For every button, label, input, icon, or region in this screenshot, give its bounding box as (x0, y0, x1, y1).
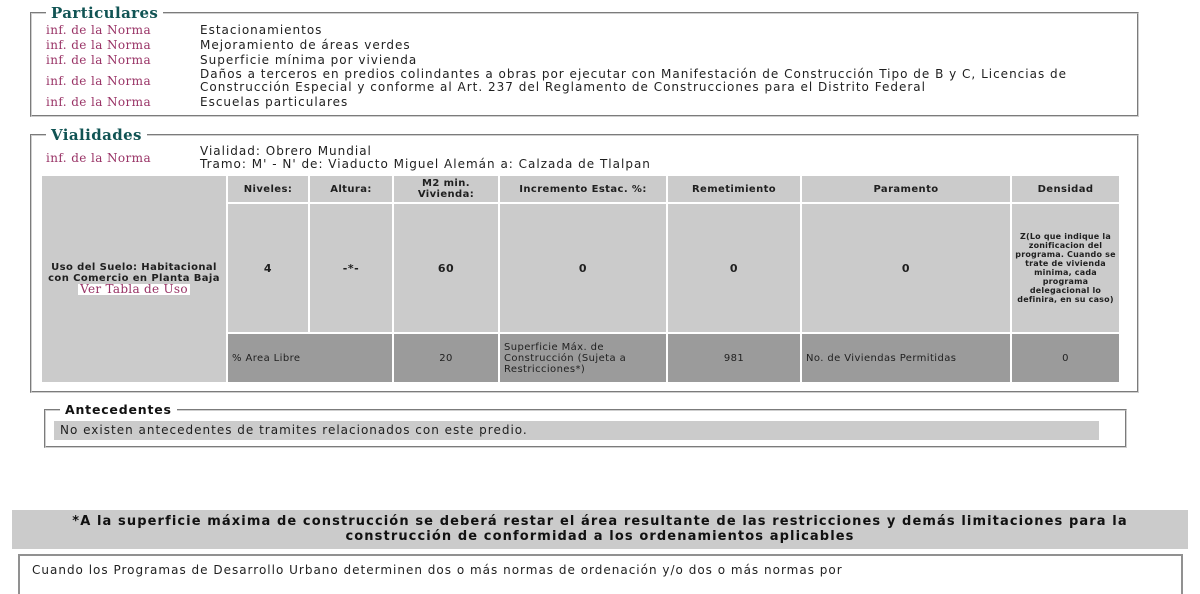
value-area-libre: 20 (394, 334, 498, 382)
norm-row (38, 53, 1137, 67)
label-viviendas-permitidas: No. de Viviendas Permitidas (802, 334, 1010, 382)
zonificacion-table (40, 174, 1121, 384)
norm-row (38, 23, 1137, 37)
antecedentes-legend: Antecedentes (65, 402, 172, 417)
value-remetimiento: 0 (668, 204, 800, 332)
value-incremento-estac: 0 (500, 204, 666, 332)
norm-description: Superficie mínima por vivienda (200, 52, 418, 67)
norm-info-link[interactable]: inf. de la Norma (46, 53, 152, 67)
header-niveles: Niveles: (228, 176, 308, 202)
norm-info-link[interactable]: inf. de la Norma (46, 74, 152, 88)
particulares-legend: Particulares (51, 4, 159, 22)
norm-row (38, 68, 1137, 94)
header-remetimiento: Remetimiento (668, 176, 800, 202)
norm-description: Mejoramiento de áreas verdes (200, 37, 411, 52)
vialidad-name: Vialidad: Obrero Mundial (200, 144, 372, 158)
normas-note-text: Cuando los Programas de Desarrollo Urbano determinen dos o más normas de ordenación y/o dos o más normas por (32, 563, 843, 577)
particulares-section (30, 4, 1139, 117)
normas-note-box (18, 554, 1183, 594)
norm-description: Estacionamientos (200, 22, 323, 37)
header-altura: Altura: (310, 176, 392, 202)
header-m2-min-vivienda: M2 min. Vivienda: (394, 176, 498, 202)
value-m2-min-vivienda: 60 (394, 204, 498, 332)
vialidad-tramo: Tramo: M' - N' de: Viaducto Miguel Alemán a: Calzada de Tlalpan (200, 157, 651, 171)
value-paramento: 0 (802, 204, 1010, 332)
label-area-libre: % Area Libre (228, 334, 392, 382)
vialidades-section (30, 126, 1139, 393)
norm-info-link[interactable]: inf. de la Norma (46, 151, 152, 165)
value-viviendas-permitidas: 0 (1012, 334, 1119, 382)
norm-row (38, 95, 1137, 109)
antecedentes-section (44, 402, 1127, 448)
value-densidad: Z(Lo que indique la zonificacion del programa. Cuando se trate de vivienda minima, cada programa delegacional lo definira, en su caso) (1012, 204, 1119, 332)
norm-info-link[interactable]: inf. de la Norma (46, 38, 152, 52)
norm-description: Daños a terceros en predios colindantes a obras por ejecutar con Manifestación de Construcción Tipo de B y C, Licencias de Construcción Especial y conforme al Art. 237 del Reglamento de Construcciones para el Distrito Federal (200, 67, 1068, 94)
norm-description: Escuelas particulares (200, 94, 349, 109)
ver-tabla-de-uso-link[interactable]: Ver Tabla de Uso (80, 282, 188, 296)
vialidad-row (38, 145, 1137, 171)
header-incremento-estac: Incremento Estac. %: (500, 176, 666, 202)
uso-del-suelo-cell (42, 176, 226, 382)
uso-del-suelo-title: Uso del Suelo: Habitacional con Comercio en Planta Baja (48, 262, 220, 284)
table-header-row (42, 176, 1119, 202)
header-paramento: Paramento (802, 176, 1010, 202)
superficie-footnote-banner: *A la superficie máxima de construcción se deberá restar el área resultante de las restricciones y demás limitaciones para la construcción de conformidad a los ordenamientos aplicables (12, 510, 1188, 549)
value-altura: -*- (310, 204, 392, 332)
norm-row (38, 38, 1137, 52)
vialidades-legend: Vialidades (51, 126, 142, 144)
norm-info-link[interactable]: inf. de la Norma (46, 95, 152, 109)
label-superficie-max: Superficie Máx. de Construcción (Sujeta a Restricciones*) (500, 334, 666, 382)
vialidad-info (200, 145, 1137, 171)
value-superficie-max: 981 (668, 334, 800, 382)
antecedentes-message: No existen antecedentes de tramites relacionados con este predio. (54, 421, 1099, 440)
norm-info-link[interactable]: inf. de la Norma (46, 23, 152, 37)
value-niveles: 4 (228, 204, 308, 332)
header-densidad: Densidad (1012, 176, 1119, 202)
